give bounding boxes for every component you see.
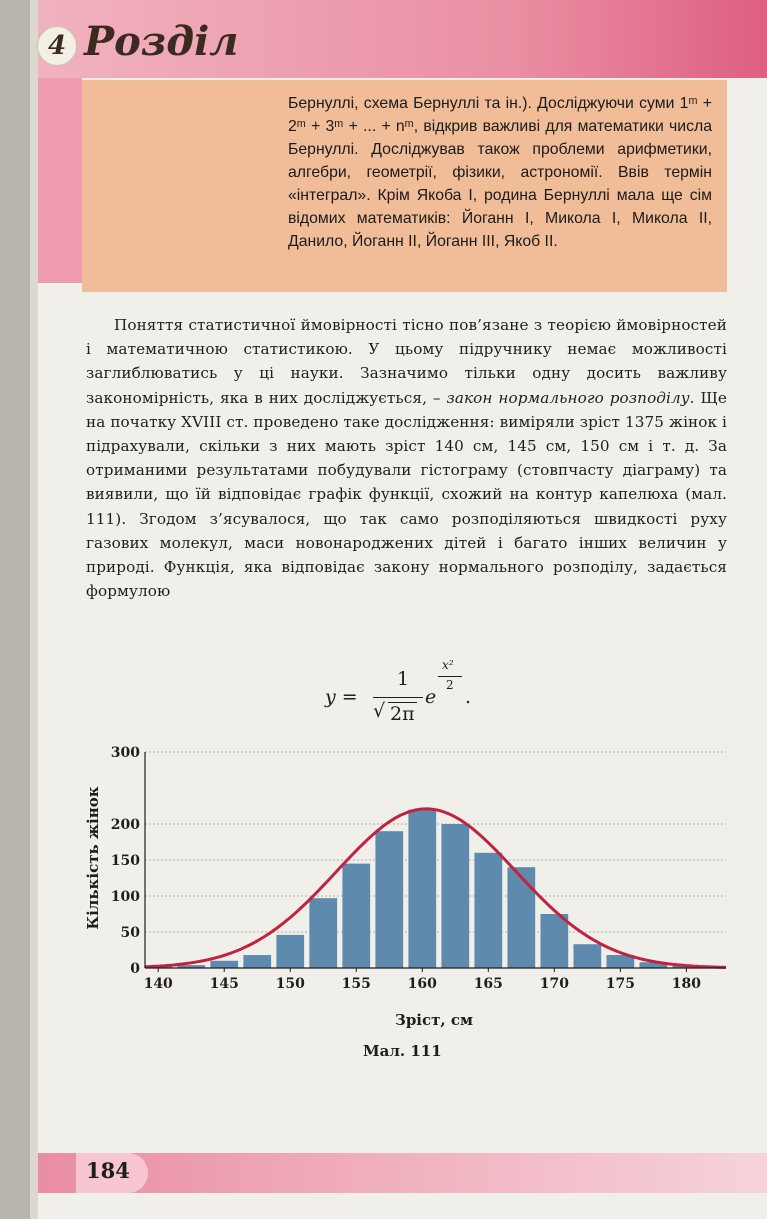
formula-fraction-bar — [373, 697, 423, 698]
chart-xlabel: Зріст, см — [395, 1011, 474, 1029]
histogram-bar — [375, 831, 403, 968]
formula-exp-denominator: 2 — [446, 678, 454, 692]
formula-numerator: 1 — [397, 668, 410, 690]
histogram-bar — [507, 867, 535, 968]
normal-distribution-formula — [325, 658, 485, 725]
histogram-bar — [573, 944, 601, 968]
histogram-bar — [276, 935, 304, 968]
x-tick-label: 165 — [473, 976, 503, 992]
body-text-before: Поняття статистичної ймовірності тісно пов’язане з теорією ймовірностей і математичною статистикою. У цьому підручнику немає можливості заглиблюватись у ці науки. Зазначимо тільки одну досить важливу закономірність, яка в них досліджується, – — [86, 316, 727, 407]
histogram-bar — [210, 961, 238, 968]
page-gutter — [30, 0, 38, 1219]
x-tick-label: 145 — [209, 976, 239, 992]
page-number: 184 — [86, 1158, 130, 1183]
bio-text: Бернуллі, схема Бернуллі та ін.). Досліджуючи суми 1ᵐ + 2ᵐ + 3ᵐ + ... + nᵐ, відкрив важливі для математики числа Бернуллі. Досліджував також проблеми арифметики, алгебри, геометрії, фізики, астрономії. Ввів термін «інтеграл». Крім Якоба І, родина Бернуллі мала ще сім відомих математиків: Йоганн І, Микола І, Микола ІІ, Данило, Йоганн ІІ, Йоганн ІІІ, Якоб ІІ. — [288, 95, 712, 250]
histogram-bar — [342, 864, 370, 968]
x-tick-label: 150 — [275, 976, 305, 992]
histogram-bar — [540, 914, 568, 968]
y-tick-label: 100 — [110, 889, 140, 905]
body-paragraph — [86, 313, 727, 603]
x-tick-label: 170 — [539, 976, 569, 992]
y-tick-label: 200 — [110, 817, 140, 833]
histogram-bar — [474, 853, 502, 968]
histogram-bar — [408, 810, 436, 968]
x-tick-labels — [144, 968, 702, 992]
page-edge — [0, 0, 30, 1219]
banner-side-strip — [38, 78, 82, 283]
histogram-bar — [441, 824, 469, 968]
y-tick-label: 300 — [110, 745, 140, 761]
formula-lhs: y = — [325, 686, 358, 708]
formula-period: . — [465, 686, 472, 708]
histogram-bar — [309, 898, 337, 968]
formula-exp-bar — [438, 676, 462, 677]
figure-caption: Мал. 111 — [363, 1042, 442, 1060]
x-tick-label: 155 — [341, 976, 371, 992]
formula-base: e — [425, 686, 437, 708]
chapter-title: Розділ — [84, 18, 239, 65]
x-tick-label: 140 — [143, 976, 173, 992]
y-tick-label: 50 — [120, 925, 140, 941]
histogram-bar — [243, 955, 271, 968]
x-tick-label: 180 — [671, 976, 702, 992]
chart-bars — [144, 810, 700, 968]
y-tick-labels — [111, 745, 140, 977]
formula-exp-numerator: x² — [442, 658, 454, 672]
chart-ylabel: Кількість жінок — [84, 786, 102, 930]
body-emphasis: закон нормального розподілу. — [446, 388, 695, 407]
x-tick-label: 160 — [407, 976, 437, 992]
y-tick-label: 0 — [130, 961, 140, 977]
chapter-number: 4 — [37, 26, 77, 66]
body-text-after: Ще на початку XVIII ст. проведено таке дослідження: виміряли зріст 1375 жінок і підрахували, скільки з них мають зріст 140 см, 145 см, 150 см і т. д. За отриманими результатами побудували гістограму (стовпчасту діаграму) та виявили, що їй відповідає графік функції, схожий на контур капелюха (мал. 111). Згодом з’ясувалося, що так само розподіляються швидкості руху газових молекул, маси новонароджених дітей і багато інших величин у природі. Функція, яка відповідає закону нормального розподілу, задається формулою — [86, 388, 728, 601]
x-tick-label: 175 — [605, 976, 635, 992]
histogram-chart — [76, 736, 736, 996]
formula-sqrt-symbol: √ — [373, 700, 386, 722]
y-tick-label: 150 — [110, 853, 140, 869]
formula-radicand: 2π — [390, 703, 415, 725]
